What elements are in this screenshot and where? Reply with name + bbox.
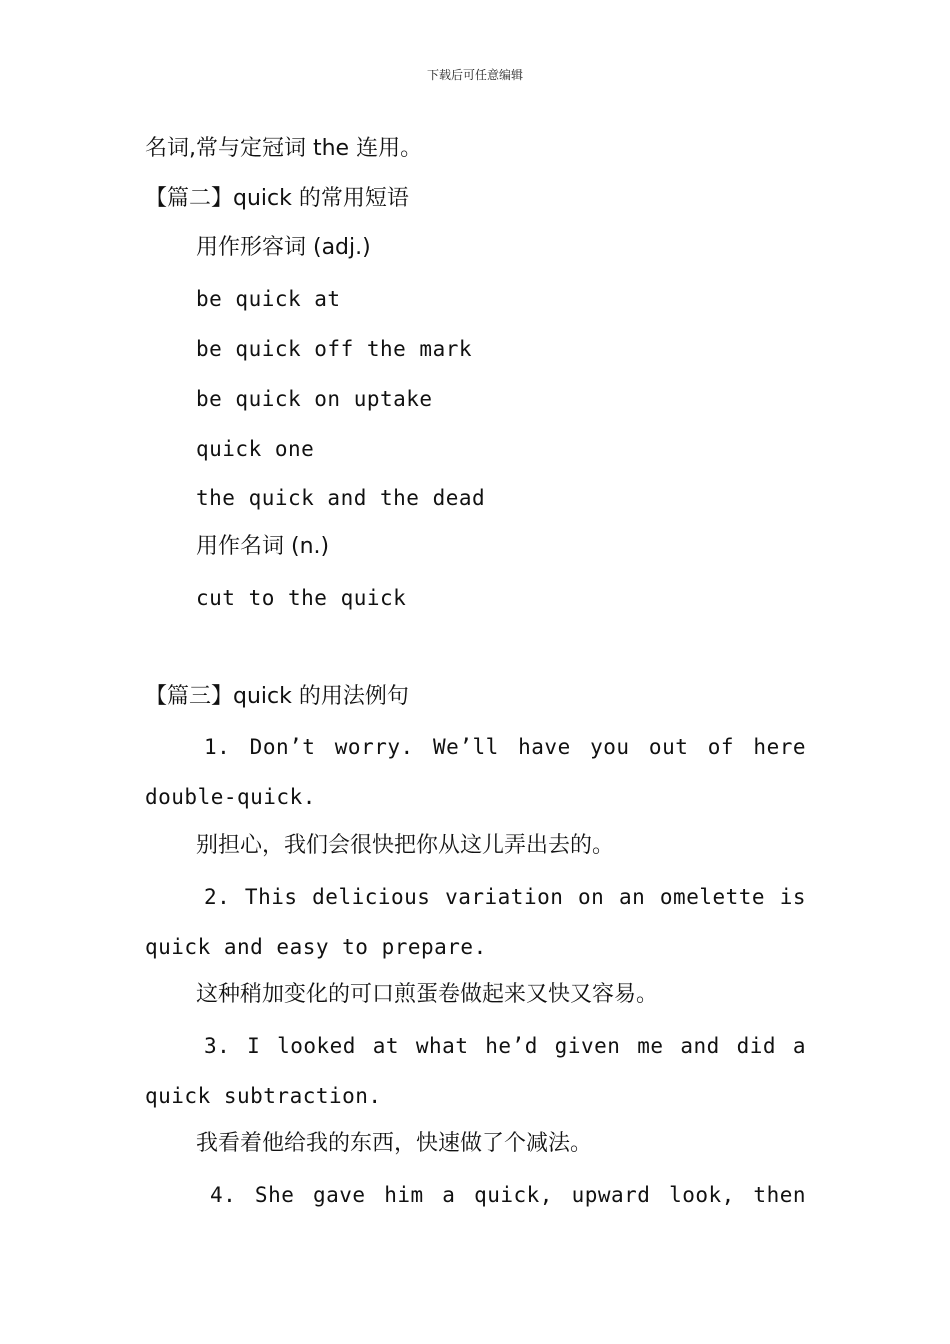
example-sentence: 4. She gave him a quick, upward look, then: [210, 1183, 806, 1207]
subsection-label: 用作形容词 (adj.): [196, 235, 371, 260]
phrase-item: quick one: [196, 437, 315, 461]
phrase-item: the quick and the dead: [196, 486, 486, 510]
section-title: 【篇二】quick 的常用短语: [145, 186, 409, 211]
example-translation: 我看着他给我的东西，快速做了个减法。: [196, 1131, 593, 1156]
example-translation: 别担心，我们会很快把你从这儿弄出去的。: [196, 833, 615, 858]
subsection-label: 用作名词 (n.): [196, 534, 330, 559]
phrase-item: be quick off the mark: [196, 337, 473, 361]
phrase-item: cut to the quick: [196, 586, 407, 610]
example-translation: 这种稍加变化的可口煎蛋卷做起来又快又容易。: [196, 982, 659, 1007]
page-header: 下载后可任意编辑: [426, 68, 523, 82]
example-sentence-continued: double-quick.: [145, 785, 316, 809]
example-sentence-continued: quick and easy to prepare.: [145, 935, 487, 959]
section-title: 【篇三】quick 的用法例句: [145, 684, 409, 709]
example-sentence: 3. I looked at what he’d given me and did a: [204, 1034, 806, 1058]
example-sentence: 2. This delicious variation on an omelette is: [204, 885, 806, 909]
text-line: 名词,常与定冠词 the 连用。: [145, 136, 423, 161]
phrase-item: be quick on uptake: [196, 387, 433, 411]
example-sentence-continued: quick subtraction.: [145, 1084, 382, 1108]
phrase-item: be quick at: [196, 287, 341, 311]
example-sentence: 1. Don’t worry. We’ll have you out of here: [204, 735, 806, 759]
